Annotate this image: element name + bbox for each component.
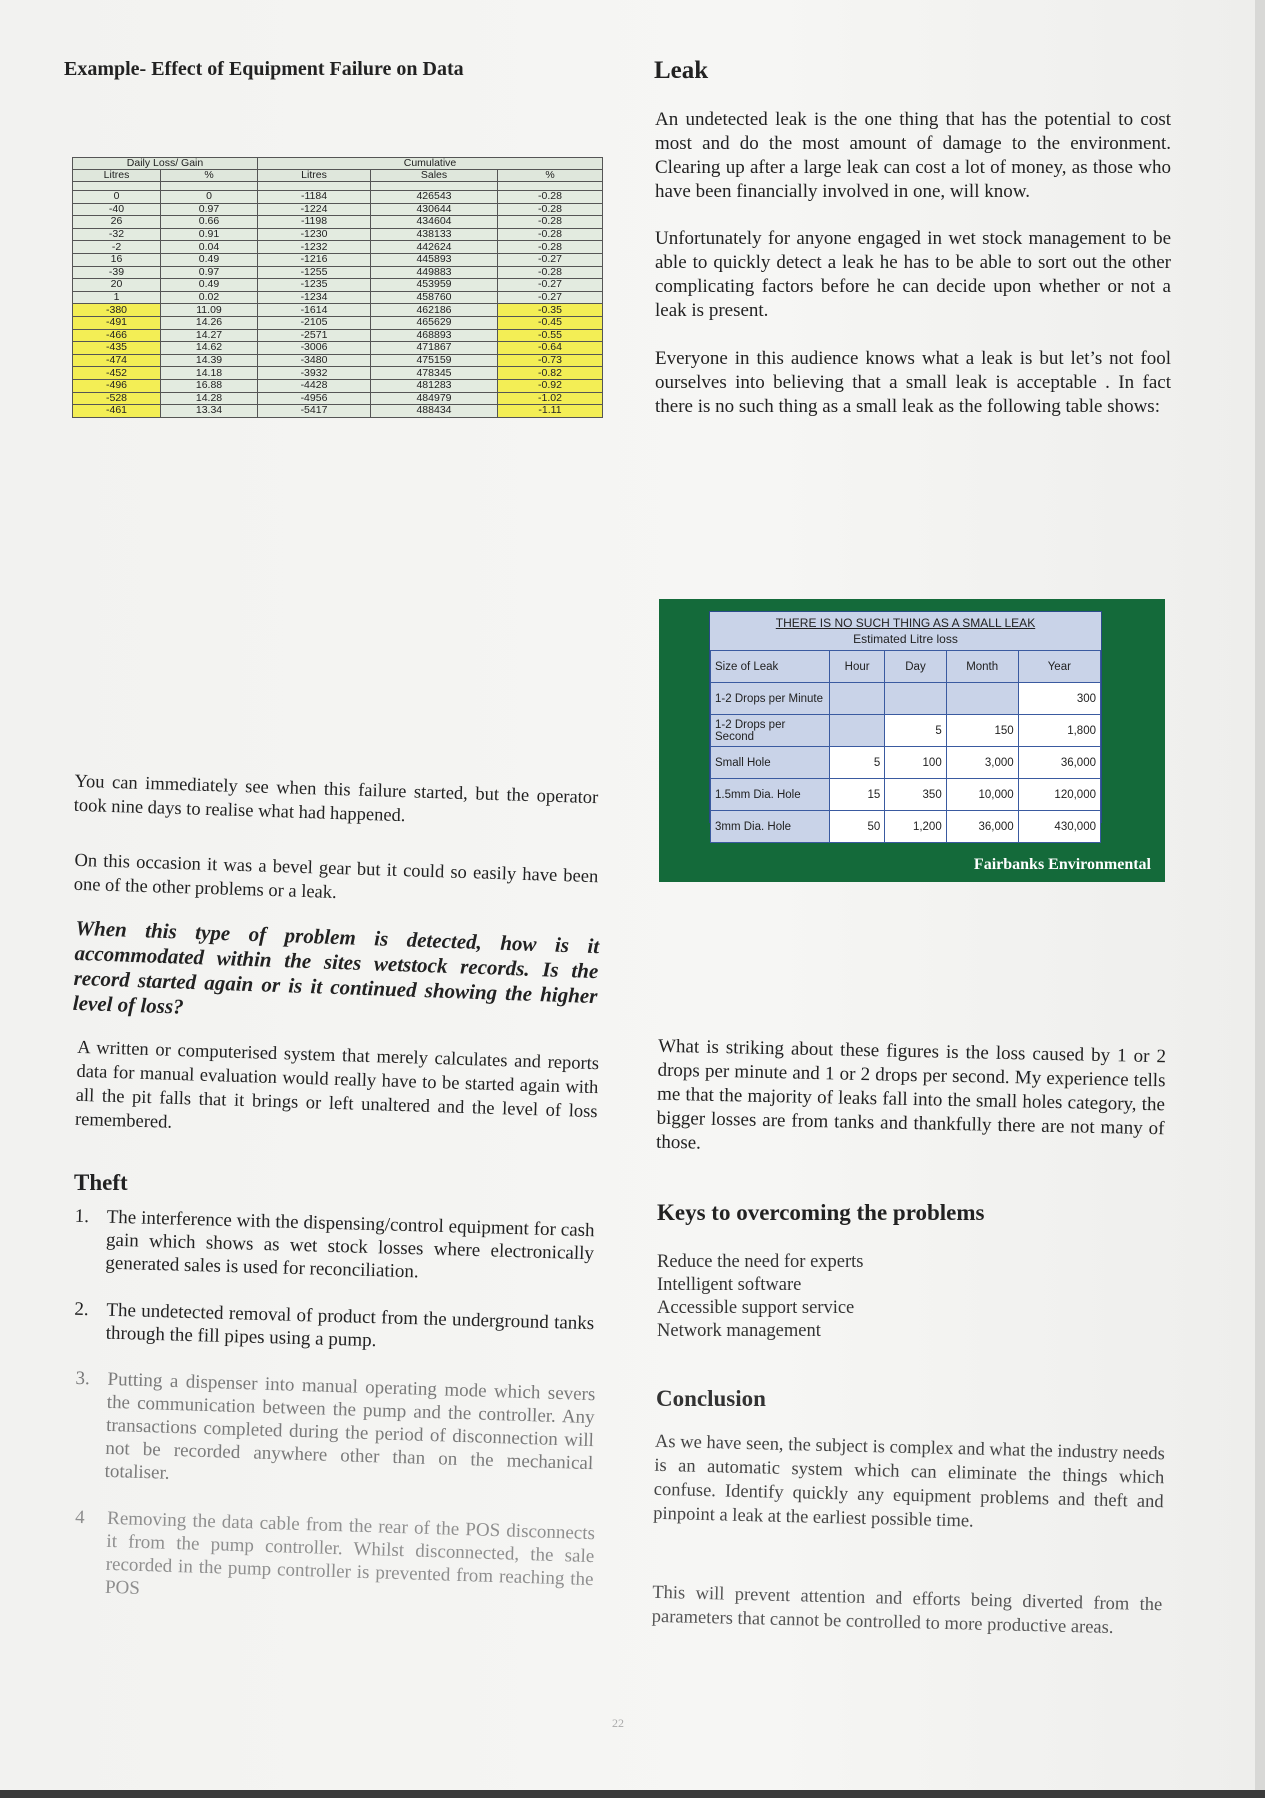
keys-heading: Keys to overcoming the problems <box>657 1200 985 1225</box>
table-cell: -4428 <box>258 379 371 392</box>
table-cell: -0.28 <box>498 216 603 229</box>
table-row <box>73 279 603 292</box>
spacer-cell <box>161 182 258 191</box>
item-number: 1. <box>74 1205 90 1228</box>
table-cell: 11.09 <box>161 304 258 317</box>
theft-heading: Theft <box>74 1170 128 1195</box>
leak-value-cell: 430,000 <box>1018 811 1100 843</box>
table-row <box>73 228 603 241</box>
table-cell: 1 <box>73 291 161 304</box>
table-cell: 462186 <box>371 304 498 317</box>
table-cell: 0.66 <box>161 216 258 229</box>
leak-column-header: Month <box>946 651 1018 683</box>
column-header: Litres <box>258 170 371 182</box>
table-cell: 468893 <box>371 329 498 342</box>
table-cell: -0.73 <box>498 354 603 367</box>
table-row <box>73 253 603 266</box>
table-cell: -0.35 <box>498 304 603 317</box>
table-row <box>73 191 603 204</box>
item-number: 4 <box>74 1506 86 1529</box>
table-cell: -461 <box>73 405 161 418</box>
leak-value-cell <box>946 683 1018 715</box>
table-cell: 0.04 <box>161 241 258 254</box>
leak-value-cell: 5 <box>885 715 946 747</box>
table-cell: -0.27 <box>498 253 603 266</box>
table-cell: 465629 <box>371 316 498 329</box>
table-cell: 430644 <box>371 203 498 216</box>
table-cell: -39 <box>73 266 161 279</box>
spacer-cell <box>371 182 498 191</box>
table-cell: -0.28 <box>498 241 603 254</box>
computerised-system-paragraph: A written or computerised system that merely calculates and reports data for manual evaluation would really have to be started again with all the pit falls that it brings or left unaltered and the level of loss remembered. <box>74 1037 600 1133</box>
table-cell: 488434 <box>371 405 498 418</box>
question-paragraph: When this type of problem is detected, how is it accommodated within the sites wetstock records. Is the record started again or is it continued showing the higher level of loss? <box>72 915 600 1019</box>
table-cell: -0.28 <box>498 203 603 216</box>
example-heading: Example- Effect of Equipment Failure on Data <box>64 58 464 80</box>
theft-list <box>74 1205 596 1630</box>
table-cell: -0.82 <box>498 367 603 380</box>
theft-item <box>73 1298 594 1359</box>
conclusion-paragraph-1: As we have seen, the subject is complex and what the industry needs is an automatic system which can eliminate the things which confuse. Identify quickly any equipment problems and theft and pinpoint a leak at the earliest possible time. <box>652 1431 1166 1532</box>
leak-column-header: Year <box>1018 651 1100 683</box>
table-row <box>73 354 603 367</box>
item-number: 3. <box>75 1367 91 1390</box>
table-row <box>73 367 603 380</box>
table-row <box>73 316 603 329</box>
table-cell: 484979 <box>371 392 498 405</box>
table-cell: 0 <box>161 191 258 204</box>
conclusion-heading: Conclusion <box>656 1386 766 1411</box>
failure-paragraph: You can immediately see when this failure started, but the operator took nine days to realise what had happened. <box>73 771 599 827</box>
table-cell: 438133 <box>371 228 498 241</box>
table-cell: 16.88 <box>161 379 258 392</box>
table-cell: -0.28 <box>498 228 603 241</box>
leak-table-row <box>711 811 1101 843</box>
table-cell: 471867 <box>371 342 498 355</box>
leak-value-cell: 120,000 <box>1018 779 1100 811</box>
table-cell: -40 <box>73 203 161 216</box>
spacer-cell <box>73 182 161 191</box>
table-cell: 449883 <box>371 266 498 279</box>
table-cell: -5417 <box>258 405 371 418</box>
leak-value-cell: 15 <box>830 779 885 811</box>
table-cell: -2571 <box>258 329 371 342</box>
leak-value-cell: 350 <box>885 779 946 811</box>
item-text: Removing the data cable from the rear of the POS disconnects it from the pump controller. Whilst disconnected, the sale recorded in the pump controller is prevented from reaching the POS <box>104 1507 596 1599</box>
table-cell: 0.97 <box>161 266 258 279</box>
table-cell: -1234 <box>258 291 371 304</box>
table-cell: -1216 <box>258 253 371 266</box>
table-cell: 14.26 <box>161 316 258 329</box>
column-header: % <box>498 170 603 182</box>
group-header-daily: Daily Loss/ Gain <box>73 158 258 170</box>
leak-size-cell: 1-2 Drops per Minute <box>711 683 830 715</box>
table-row <box>73 291 603 304</box>
table-row <box>73 266 603 279</box>
table-cell: 0.49 <box>161 253 258 266</box>
table-cell: 0.91 <box>161 228 258 241</box>
leak-value-cell: 3,000 <box>946 747 1018 779</box>
leak-value-cell: 36,000 <box>1018 747 1100 779</box>
column-header: Litres <box>73 170 161 182</box>
table-cell: 14.39 <box>161 354 258 367</box>
leak-value-cell: 300 <box>1018 683 1100 715</box>
table-cell: -1198 <box>258 216 371 229</box>
table-cell: -1235 <box>258 279 371 292</box>
table-row <box>73 216 603 229</box>
table-cell: -1184 <box>258 191 371 204</box>
table-cell: -491 <box>73 316 161 329</box>
table-cell: 442624 <box>371 241 498 254</box>
table-cell: -0.64 <box>498 342 603 355</box>
column-header: % <box>161 170 258 182</box>
spacer-cell <box>498 182 603 191</box>
leak-value-cell: 5 <box>830 747 885 779</box>
table-group-header-row <box>73 158 603 170</box>
page-edge-shadow <box>1255 0 1265 1798</box>
keys-list-item: Network management <box>657 1321 821 1341</box>
table-cell: -2105 <box>258 316 371 329</box>
leak-size-cell: 1.5mm Dia. Hole <box>711 779 830 811</box>
table-cell: 14.62 <box>161 342 258 355</box>
table-row <box>73 379 603 392</box>
page-number: 22 <box>612 1716 624 1730</box>
leak-value-cell: 100 <box>885 747 946 779</box>
table-cell: 16 <box>73 253 161 266</box>
table-cell: -466 <box>73 329 161 342</box>
group-header-cumulative: Cumulative <box>258 158 603 170</box>
keys-list <box>657 1251 864 1343</box>
table-cell: -380 <box>73 304 161 317</box>
table-row <box>73 241 603 254</box>
equipment-failure-table <box>72 157 603 418</box>
table-cell: -3480 <box>258 354 371 367</box>
table-cell: 445893 <box>371 253 498 266</box>
table-cell: 14.27 <box>161 329 258 342</box>
table-cell: 0 <box>73 191 161 204</box>
leak-table-row <box>711 747 1101 779</box>
item-text: Putting a dispenser into manual operating mode which severs the communication between the pump and the controller. Any transactions completed during the period of disconnection will not be recorded anywhere other than on the mechanical totaliser. <box>104 1368 596 1484</box>
table-cell: -0.27 <box>498 291 603 304</box>
leak-value-cell: 10,000 <box>946 779 1018 811</box>
table-cell: 0.02 <box>161 291 258 304</box>
table-cell: -2 <box>73 241 161 254</box>
table-cell: -1.02 <box>498 392 603 405</box>
item-number: 2. <box>74 1298 89 1321</box>
table-cell: 434604 <box>371 216 498 229</box>
theft-item <box>73 1506 596 1614</box>
table-row <box>73 342 603 355</box>
table-cell: 453959 <box>371 279 498 292</box>
table-spacer-row <box>73 182 603 191</box>
table-cell: 14.18 <box>161 367 258 380</box>
table-cell: -0.55 <box>498 329 603 342</box>
column-header: Sales <box>371 170 498 182</box>
table-body <box>73 191 603 418</box>
spacer-cell <box>258 182 371 191</box>
leak-table-title: THERE IS NO SUCH THING AS A SMALL LEAK <box>775 616 1036 630</box>
table-cell: -1.11 <box>498 405 603 418</box>
table-row <box>73 203 603 216</box>
leak-value-cell: 1,800 <box>1018 715 1100 747</box>
leak-table-header-row <box>711 651 1101 683</box>
leak-value-cell: 150 <box>946 715 1018 747</box>
keys-list-item: Intelligent software <box>657 1275 802 1295</box>
leak-loss-table <box>710 650 1101 843</box>
leak-value-cell <box>830 683 885 715</box>
table-cell: -435 <box>73 342 161 355</box>
table-cell: -0.28 <box>498 266 603 279</box>
leak-table-row <box>711 683 1101 715</box>
leak-table-body <box>711 651 1101 843</box>
leak-paragraph-3: Everyone in this audience knows what a leak is but let’s not fool ourselves into believing that a small leak is acceptable . In fact there is no such thing as a small leak as the following table shows: <box>655 348 1171 417</box>
leak-column-header: Day <box>885 651 946 683</box>
table-cell: -4956 <box>258 392 371 405</box>
keys-list-item: Reduce the need for experts <box>657 1252 864 1272</box>
table-row <box>73 329 603 342</box>
table-row <box>73 405 603 418</box>
item-text: The undetected removal of product from the underground tanks through the fill pipes using a pump. <box>105 1299 595 1352</box>
table-cell: -1230 <box>258 228 371 241</box>
table-cell: 426543 <box>371 191 498 204</box>
leak-column-header: Hour <box>830 651 885 683</box>
table-cell: -496 <box>73 379 161 392</box>
conclusion-paragraph-2: This will prevent attention and efforts being diverted from the parameters that cannot be controlled to more productive areas. <box>651 1582 1163 1639</box>
table-cell: 458760 <box>371 291 498 304</box>
table-cell: -452 <box>73 367 161 380</box>
table-cell: -1224 <box>258 203 371 216</box>
leak-loss-graphic <box>659 599 1165 882</box>
theft-item <box>72 1367 595 1498</box>
leak-paragraph-2: Unfortunately for anyone engaged in wet stock management to be able to quickly detect a leak he has to be able to sort out the other complicating factors before he can decide upon whether or not a leak is present. <box>655 228 1171 321</box>
table-cell: -1255 <box>258 266 371 279</box>
table-cell: -0.45 <box>498 316 603 329</box>
table-cell: 20 <box>73 279 161 292</box>
table-row <box>73 304 603 317</box>
leak-table-row <box>711 715 1101 747</box>
leak-size-cell: 3mm Dia. Hole <box>711 811 830 843</box>
leak-value-cell <box>830 715 885 747</box>
table-cell: -1614 <box>258 304 371 317</box>
striking-figures-paragraph: What is striking about these figures is the loss caused by 1 or 2 drops per minute and 1 or 2 drops per second. My experience tells me that the majority of leaks fall into the small holes category, the bigger losses are from tanks and thankfully there are not many of those. <box>655 1035 1167 1154</box>
table-cell: -0.92 <box>498 379 603 392</box>
bevel-gear-paragraph: On this occasion it was a bevel gear but it could so easily have been one of the other problems or a leak. <box>73 850 599 904</box>
table-cell: 13.34 <box>161 405 258 418</box>
leak-paragraph-1: An undetected leak is the one thing that has the potential to cost most and do the most amount of damage to the environment. Clearing up after a large leak can cost a lot of money, as those who have been financially involved in one, will know. <box>655 109 1171 202</box>
table-row <box>73 392 603 405</box>
item-text: The interference with the dispensing/control equipment for cash gain which shows as wet stock losses where electronically generated sales is used for reconciliation. <box>105 1206 595 1283</box>
leak-value-cell: 1,200 <box>885 811 946 843</box>
table-cell: -32 <box>73 228 161 241</box>
keys-list-item: Accessible support service <box>657 1298 855 1318</box>
table-cell: -0.27 <box>498 279 603 292</box>
leak-size-cell: 1-2 Drops per Second <box>711 715 830 747</box>
table-cell: 14.28 <box>161 392 258 405</box>
table-cell: 481283 <box>371 379 498 392</box>
leak-value-cell: 50 <box>830 811 885 843</box>
table-column-header-row <box>73 170 603 182</box>
table-cell: -0.28 <box>498 191 603 204</box>
table-cell: -1232 <box>258 241 371 254</box>
table-cell: 26 <box>73 216 161 229</box>
leak-size-cell: Small Hole <box>711 747 830 779</box>
leak-table-subtitle: Estimated Litre loss <box>853 632 958 646</box>
leak-table-row <box>711 779 1101 811</box>
table-cell: 475159 <box>371 354 498 367</box>
leak-column-header: Size of Leak <box>711 651 830 683</box>
leak-loss-table-panel <box>709 611 1102 833</box>
leak-heading: Leak <box>654 57 709 84</box>
table-cell: -528 <box>73 392 161 405</box>
page-bottom-edge <box>0 1790 1265 1798</box>
table-cell: 478345 <box>371 367 498 380</box>
table-cell: 0.49 <box>161 279 258 292</box>
table-cell: 0.97 <box>161 203 258 216</box>
fairbanks-brand: Fairbanks Environmental <box>973 856 1151 873</box>
theft-item <box>73 1205 595 1288</box>
leak-value-cell <box>885 683 946 715</box>
table-cell: -3932 <box>258 367 371 380</box>
leak-value-cell: 36,000 <box>946 811 1018 843</box>
table-cell: -3006 <box>258 342 371 355</box>
table-cell: -474 <box>73 354 161 367</box>
